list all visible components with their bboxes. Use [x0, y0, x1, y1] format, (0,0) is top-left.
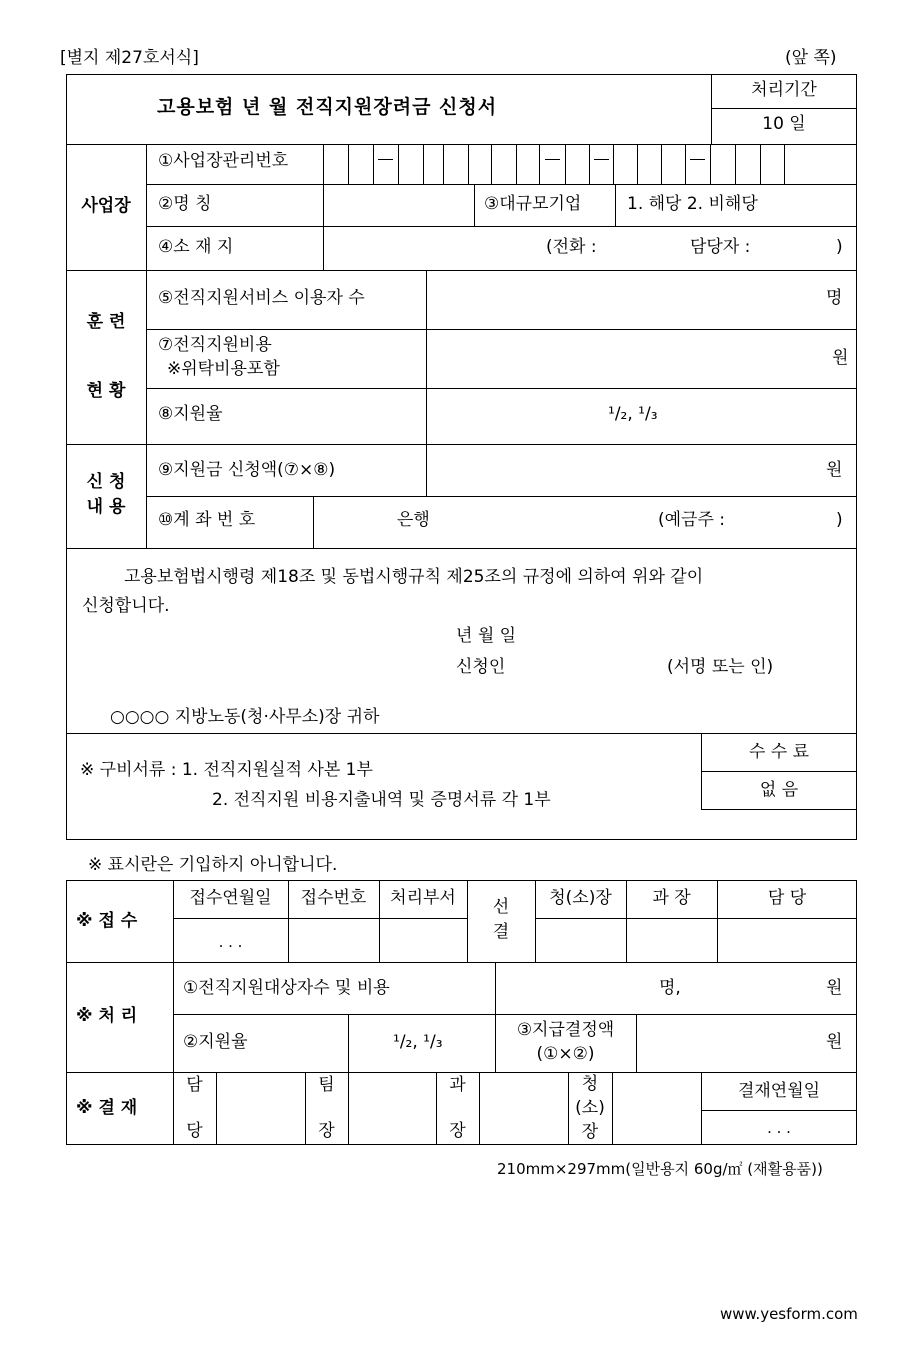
workplace-name-label: ②명 칭: [158, 194, 212, 214]
request-section-label-1: 신 청: [86, 472, 126, 492]
pre-decision-label-1: 선: [492, 897, 510, 917]
process-rate-value: ¹/₂, ¹/₃: [393, 1032, 443, 1052]
request-section-label-2: 내 용: [86, 497, 126, 517]
target-count-unit: 명,: [659, 978, 681, 998]
bank-label: 은행: [397, 510, 430, 530]
payment-decision-label-1: ③지급결정액: [516, 1020, 615, 1040]
staff-col: 담 당: [767, 888, 807, 908]
training-section-label-2: 현 황: [86, 381, 126, 401]
support-rate-value: ¹/₂, ¹/₃: [608, 404, 658, 424]
declaration-line-2: 신청합니다.: [82, 596, 170, 616]
process-section-label: ※ 처 리: [76, 1006, 138, 1026]
website-link[interactable]: www.yesform.com: [720, 1305, 858, 1323]
form-title: 고용보험 년 월 전직지원장려금 신청서: [157, 96, 498, 118]
approval-chief-label-3: 장: [581, 1122, 599, 1142]
office-use-note: ※ 표시란은 기입하지 아니합니다.: [88, 855, 338, 875]
approval-section-head-label-1: 과: [449, 1075, 466, 1095]
workplace-section-label: 사업장: [81, 196, 131, 216]
approval-section-head-label-2: 장: [449, 1121, 466, 1141]
fee-value: 없 음: [759, 780, 799, 800]
process-rate-label: ②지원율: [183, 1032, 248, 1052]
approval-date-value: . . .: [767, 1119, 791, 1137]
mgmt-no-cells[interactable]: [323, 144, 857, 184]
receipt-date-col: 접수연월일: [189, 888, 272, 908]
request-amount-unit: 원: [826, 460, 843, 480]
support-rate-label: ⑧지원율: [158, 404, 223, 424]
workplace-mgmt-no-label: ①사업장관리번호: [158, 151, 289, 171]
contact-person-label: 담당자 :: [690, 237, 751, 257]
training-section-label-1: 훈 련: [86, 312, 126, 332]
approval-team-label-2: 장: [318, 1121, 335, 1141]
approval-staff-label-1: 담: [186, 1075, 203, 1095]
phone-label: (전화 :: [546, 237, 597, 257]
approval-chief-label-2: (소): [575, 1098, 605, 1118]
approval-chief-label-1: 청: [581, 1074, 599, 1094]
account-close-paren: ): [836, 510, 843, 530]
chief-col: 청(소)장: [549, 888, 612, 908]
target-cost-unit: 원: [826, 978, 843, 998]
support-cost-label: ⑦전직지원비용: [158, 335, 272, 355]
approval-team-label-1: 팀: [318, 1075, 335, 1095]
section-head-col: 과 장: [652, 888, 691, 908]
required-docs-line-1: ※ 구비서류 : 1. 전직지원실적 사본 1부: [80, 760, 373, 780]
declaration-line-1: 고용보험법시행령 제18조 및 동법시행규칙 제25조의 규정에 의하여 위와 같이: [124, 567, 704, 587]
support-cost-note: ※위탁비용포함: [167, 359, 280, 379]
large-corp-options[interactable]: 1. 해당 2. 비해당: [627, 194, 758, 214]
request-amount-label: ⑨지원금 신청액(⑦×⑧): [158, 460, 336, 480]
account-number-label: ⑩계 좌 번 호: [158, 510, 256, 530]
approval-date-label: 결재연월일: [737, 1081, 821, 1101]
form-number: [별지 제27호서식]: [60, 48, 199, 68]
required-docs-line-2: 2. 전직지원 비용지출내역 및 증명서류 각 1부: [212, 790, 551, 810]
service-users-unit: 명: [826, 288, 843, 308]
signature-label: (서명 또는 인): [667, 657, 774, 677]
office-use-table: [66, 880, 857, 1145]
fee-label: 수 수 료: [748, 742, 810, 762]
workplace-address-label: ④소 재 지: [158, 237, 234, 257]
receipt-date-value: . . .: [218, 933, 243, 951]
workplace-name-field[interactable]: [324, 185, 474, 225]
receipt-dept-col: 처리부서: [390, 888, 456, 908]
payment-decision-label-2: (①×②): [536, 1044, 595, 1064]
receipt-section-label: ※ 접 수: [76, 911, 138, 931]
approval-staff-label-2: 당: [186, 1121, 203, 1141]
payment-decision-unit: 원: [826, 1032, 843, 1052]
large-corp-label: ③대규모기업: [484, 194, 582, 214]
target-count-label: ①전직지원대상자수 및 비용: [183, 978, 390, 998]
applicant-label: 신청인: [456, 657, 506, 677]
page-side-label: (앞 쪽): [785, 48, 837, 68]
receipt-no-col: 접수번호: [300, 888, 367, 908]
processing-period-label: 처리기간: [751, 80, 817, 100]
processing-period-value: 10 일: [762, 114, 806, 134]
pre-decision-label-2: 결: [492, 922, 510, 942]
account-holder-label: (예금주 :: [658, 510, 726, 530]
support-cost-unit: 원: [832, 348, 849, 368]
address-close-paren: ): [836, 237, 843, 257]
application-date: 년 월 일: [456, 626, 517, 646]
addressee: ○○○○ 지방노동(청·사무소)장 귀하: [110, 707, 380, 727]
service-users-label: ⑤전직지원서비스 이용자 수: [158, 288, 365, 308]
approval-section-label: ※ 결 재: [76, 1098, 138, 1118]
paper-spec: 210mm×297mm(일반용지 60g/㎡ (재활용품)): [497, 1160, 823, 1178]
